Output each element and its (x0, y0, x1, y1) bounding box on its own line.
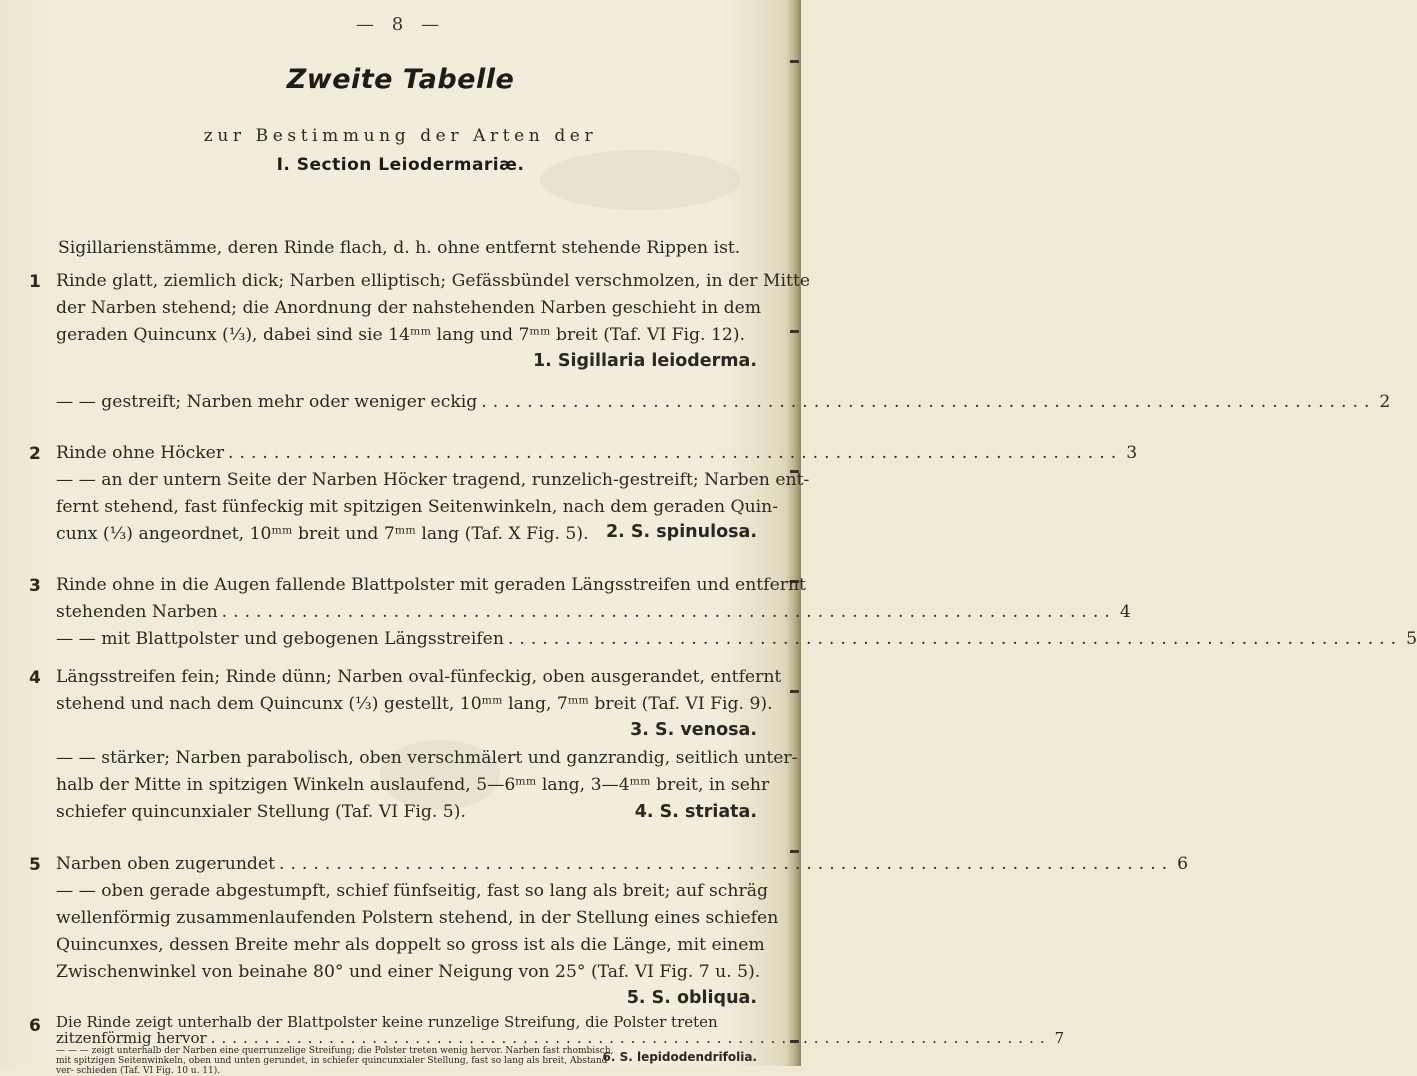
key-lead-line (56, 391, 1391, 413)
lead-target: 7 (1054, 1029, 1065, 1047)
entry-line: schiefer quincunxialer Stellung (Taf. VI Fig. 5). (56, 802, 466, 822)
dot-leader: .............................................................................. (228, 443, 1123, 463)
entry-number: 4 (29, 668, 41, 688)
entry-line: Quincunxes, dessen Breite mehr als doppelt so gross ist als die Länge, mit einem (56, 935, 765, 955)
species-name: 6. S. lepidodendrifolia. (602, 1050, 757, 1064)
entry-line: Rinde ohne in die Augen fallende Blattpolster mit geraden Längsstreifen und entfernt (56, 575, 806, 595)
species-name: 4. S. striata. (634, 802, 757, 822)
entry-line: halb der Mitte in spitzigen Winkeln auslaufend, 5—6ᵐᵐ lang, 3—4ᵐᵐ breit, in sehr (56, 775, 770, 795)
entry-number: 3 (29, 576, 41, 596)
entry-line: geraden Quincunx (⅓), dabei sind sie 14ᵐᵐ lang und 7ᵐᵐ breit (Taf. VI Fig. 12). (56, 325, 746, 345)
lead-target: 5 (1406, 629, 1417, 649)
entry-line: Die Rinde zeigt unterhalb der Blattpolster keine runzelige Streifung, die Polster treten (56, 1013, 718, 1031)
intro-text: Sigillarienstämme, deren Rinde flach, d. h. ohne entfernt stehende Rippen ist. (58, 238, 741, 258)
species-name: 2. S. spinulosa. (605, 522, 757, 542)
entry-line: Längsstreifen fein; Rinde dünn; Narben oval-fünfeckig, oben ausgerandet, entfernt (56, 667, 782, 687)
key-lead-line (56, 601, 1131, 623)
species-name: 5. S. obliqua. (626, 988, 757, 1008)
entry-line: — — stärker; Narben parabolisch, oben verschmälert und ganzrandig, seitlich unter- (56, 748, 798, 768)
entry-number: 6 (29, 1016, 41, 1036)
entry-number: 2 (29, 444, 41, 464)
entry-line: Zwischenwinkel von beinahe 80° und einer Neigung von 25° (Taf. VI Fig. 7 u. 5). (56, 962, 761, 982)
lead-target: 4 (1119, 602, 1131, 622)
lead-text: — — gestreift; Narben mehr oder weniger eckig (56, 392, 478, 412)
dot-leader: .............................................................................. (221, 602, 1116, 622)
dot-leader: .............................................................................. (481, 392, 1376, 412)
entry-line: schieden (Taf. VI Fig. 10 u. 11). (76, 1066, 221, 1076)
entry-number: 5 (29, 855, 41, 875)
page-title: Zweite Tabelle (286, 64, 515, 95)
species-name: 1. Sigillaria leioderma. (533, 351, 757, 371)
section-heading: I. Section Leiodermariæ. (276, 155, 525, 175)
lead-text: stehenden Narben (56, 602, 218, 622)
lead-target: 3 (1126, 443, 1138, 463)
dot-leader: .............................................................................. (507, 629, 1403, 649)
lead-text: — — mit Blattpolster und gebogenen Längsstreifen (56, 629, 504, 649)
key-lead-line (56, 628, 1417, 650)
entry-line: gerundet, in schiefer quincunxialer Stellung, fast so lang als breit, Abstand ver- (56, 1056, 608, 1076)
lead-target: 6 (1177, 854, 1189, 874)
page-number: — 8 — (356, 14, 445, 35)
key-lead-line (56, 1029, 1065, 1047)
key-lead-line (56, 853, 1189, 875)
entry-line: — — oben gerade abgestumpft, schief fünfseitig, fast so lang als breit; auf schräg (56, 881, 768, 901)
lead-text: Narben oben zugerundet (56, 854, 275, 874)
entry-line: — — — zeigt unterhalb der Narben eine querrunzelige Streifung; die Polster treten (56, 1046, 438, 1056)
entry-line: cunx (⅓) angeordnet, 10ᵐᵐ breit und 7ᵐᵐ lang (Taf. X Fig. 5). (56, 524, 589, 544)
entry-line: der Narben stehend; die Anordnung der nahstehenden Narben geschieht in dem (56, 298, 762, 318)
subtitle: zur Bestimmung der Arten der (203, 126, 598, 146)
entry-line: Rinde glatt, ziemlich dick; Narben elliptisch; Gefässbündel verschmolzen, in der Mitte (56, 271, 811, 291)
key-lead-line (56, 442, 1138, 464)
entry-line: — — an der untern Seite der Narben Höcker tragend, runzelich-gestreift; Narben ent- (56, 470, 810, 490)
entry-line-block (56, 1046, 616, 1076)
lead-text: zitzenförmig hervor (56, 1029, 207, 1047)
species-name: 3. S. venosa. (630, 720, 757, 740)
entry-line: wenig hervor. Narben fast rhombisch, mit spitzigen Seitenwinkeln, oben und unten (56, 1046, 614, 1066)
lead-target: 2 (1379, 392, 1391, 412)
entry-line: stehend und nach dem Quincunx (⅓) gestellt, 10ᵐᵐ lang, 7ᵐᵐ breit (Taf. VI Fig. 9). (56, 694, 773, 714)
dot-leader: .............................................................................. (210, 1029, 1051, 1047)
entry-number: 1 (29, 272, 41, 292)
dot-leader: .............................................................................. (279, 854, 1174, 874)
lead-text: Rinde ohne Höcker (56, 443, 225, 463)
entry-line: fernt stehend, fast fünfeckig mit spitzigen Seitenwinkeln, nach dem geraden Quin- (56, 497, 779, 517)
entry-line: wellenförmig zusammenlaufenden Polstern stehend, in der Stellung eines schiefen (56, 908, 779, 928)
